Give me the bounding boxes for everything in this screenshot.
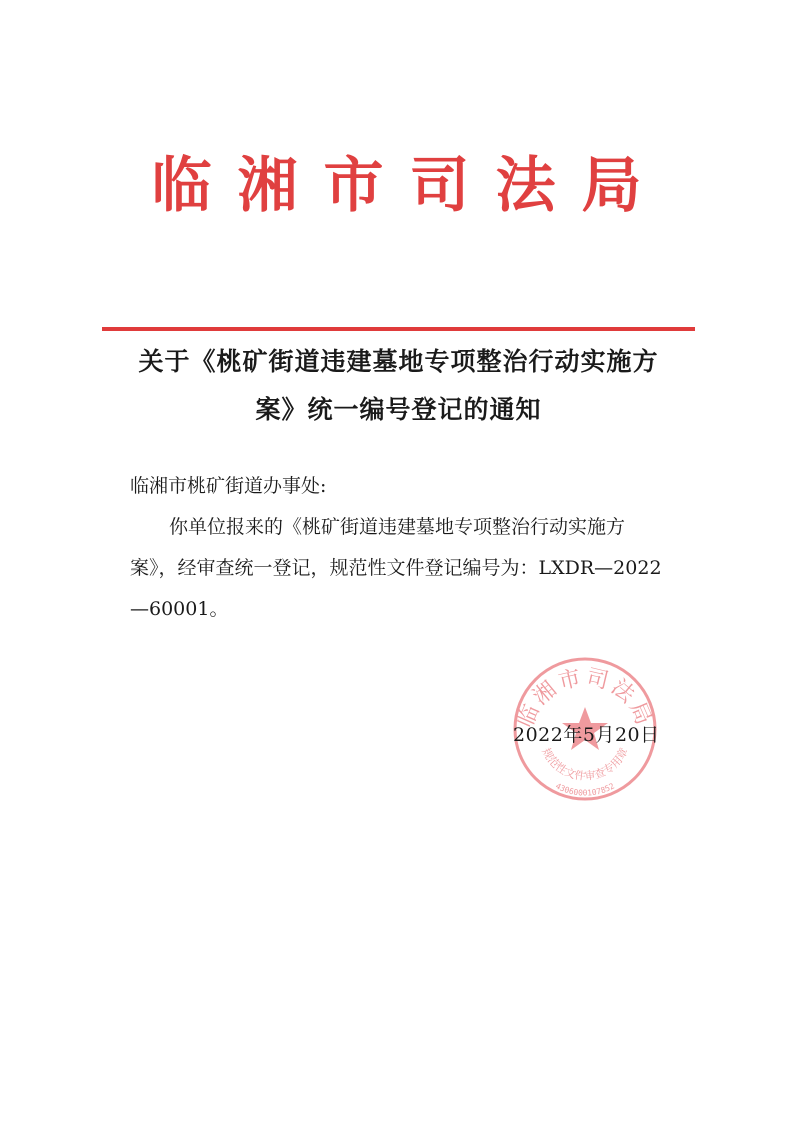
body-line-3: —60001。 (130, 598, 229, 620)
addressee: 临湘市桃矿街道办事处: (130, 475, 327, 497)
seal-top-text: 临湘市司法局 (513, 665, 657, 732)
notice-title-line-2: 案》统一编号登记的通知 (255, 395, 542, 424)
body-line-2: 案》，经审查统一登记，规范性文件登记编号为：LXDR—2022 (130, 557, 662, 579)
body-line-1: 你单位报来的《桃矿街道违建墓地专项整治行动实施方 (169, 516, 626, 538)
notice-title (102, 338, 695, 434)
issue-date: 2022年5月20日 (513, 724, 660, 746)
notice-body (130, 507, 690, 630)
org-header: 临湘市司法局 (151, 151, 668, 221)
red-divider-rule (102, 327, 695, 331)
seal-serial: 4306000107852 (554, 781, 616, 798)
seal-bottom-text: 规范性文件审查专用章 (539, 745, 631, 783)
notice-title-line-1: 关于《桃矿街道违建墓地专项整治行动实施方 (138, 347, 659, 376)
